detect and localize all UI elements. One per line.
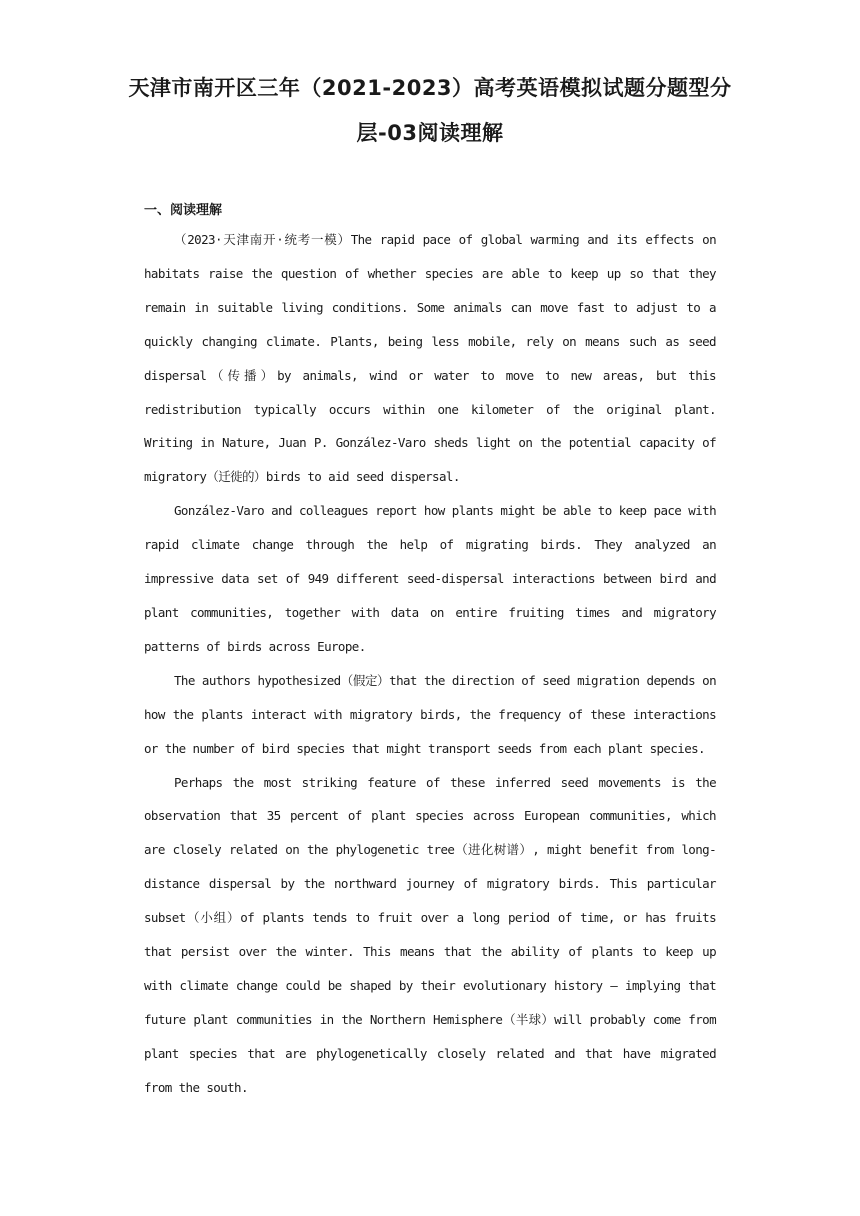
passage-paragraph: The authors hypothesized（假定）that the direction of seed migration depends on how the plants interact with migratory birds, the frequency of these interactions or the number of bird species that might transport seeds from each plant species. [144,672,716,756]
passage-paragraph: Perhaps the most striking feature of these inferred seed movements is the observation that 35 percent of plant species across European communities, which are closely related on the phylogenetic tree（进化树谱）, might benefit from long-distance dispersal by the northward journey of migratory birds. This particular subset（小组）of plants tends to fruit over a long period of time, or has fruits that persist over the winter. This means that the ability of plants to keep up with climate change could be shaped by their evolutionary history – implying that future plant communities in the Northern Hemisphere（半球）will probably come from plant species that are phylogenetically closely related and that have migrated from the south. [144,774,716,1095]
reading-passage [144,223,716,1105]
page-title: 天津市南开区三年（2021-2023）高考英语模拟试题分题型分层-03阅读理解 [128,76,732,145]
passage-paragraph: González-Varo and colleagues report how plants might be able to keep pace with rapid climate change through the help of migrating birds. They analyzed an impressive data set of 949 different seed-dispersal interactions between bird and plant communities, together with data on entire fruiting times and migratory patterns of birds across Europe. [144,503,716,654]
passage-paragraph: （2023·天津南开·统考一模）The rapid pace of global warming and its effects on habitats raise the question of whether species are able to keep up so that they remain in suitable living conditions. Some animals can move fast to adjust to a quickly changing climate. Plants, being less mobile, rely on means such as seed dispersal（传播）by animals, wind or water to move to new areas, but this redistribution typically occurs within one kilometer of the original plant. Writing in Nature, Juan P. González-Varo sheds light on the potential capacity of migratory（迁徙的）birds to aid seed dispersal. [144,232,716,485]
section-heading: 一、阅读理解 [144,203,223,218]
